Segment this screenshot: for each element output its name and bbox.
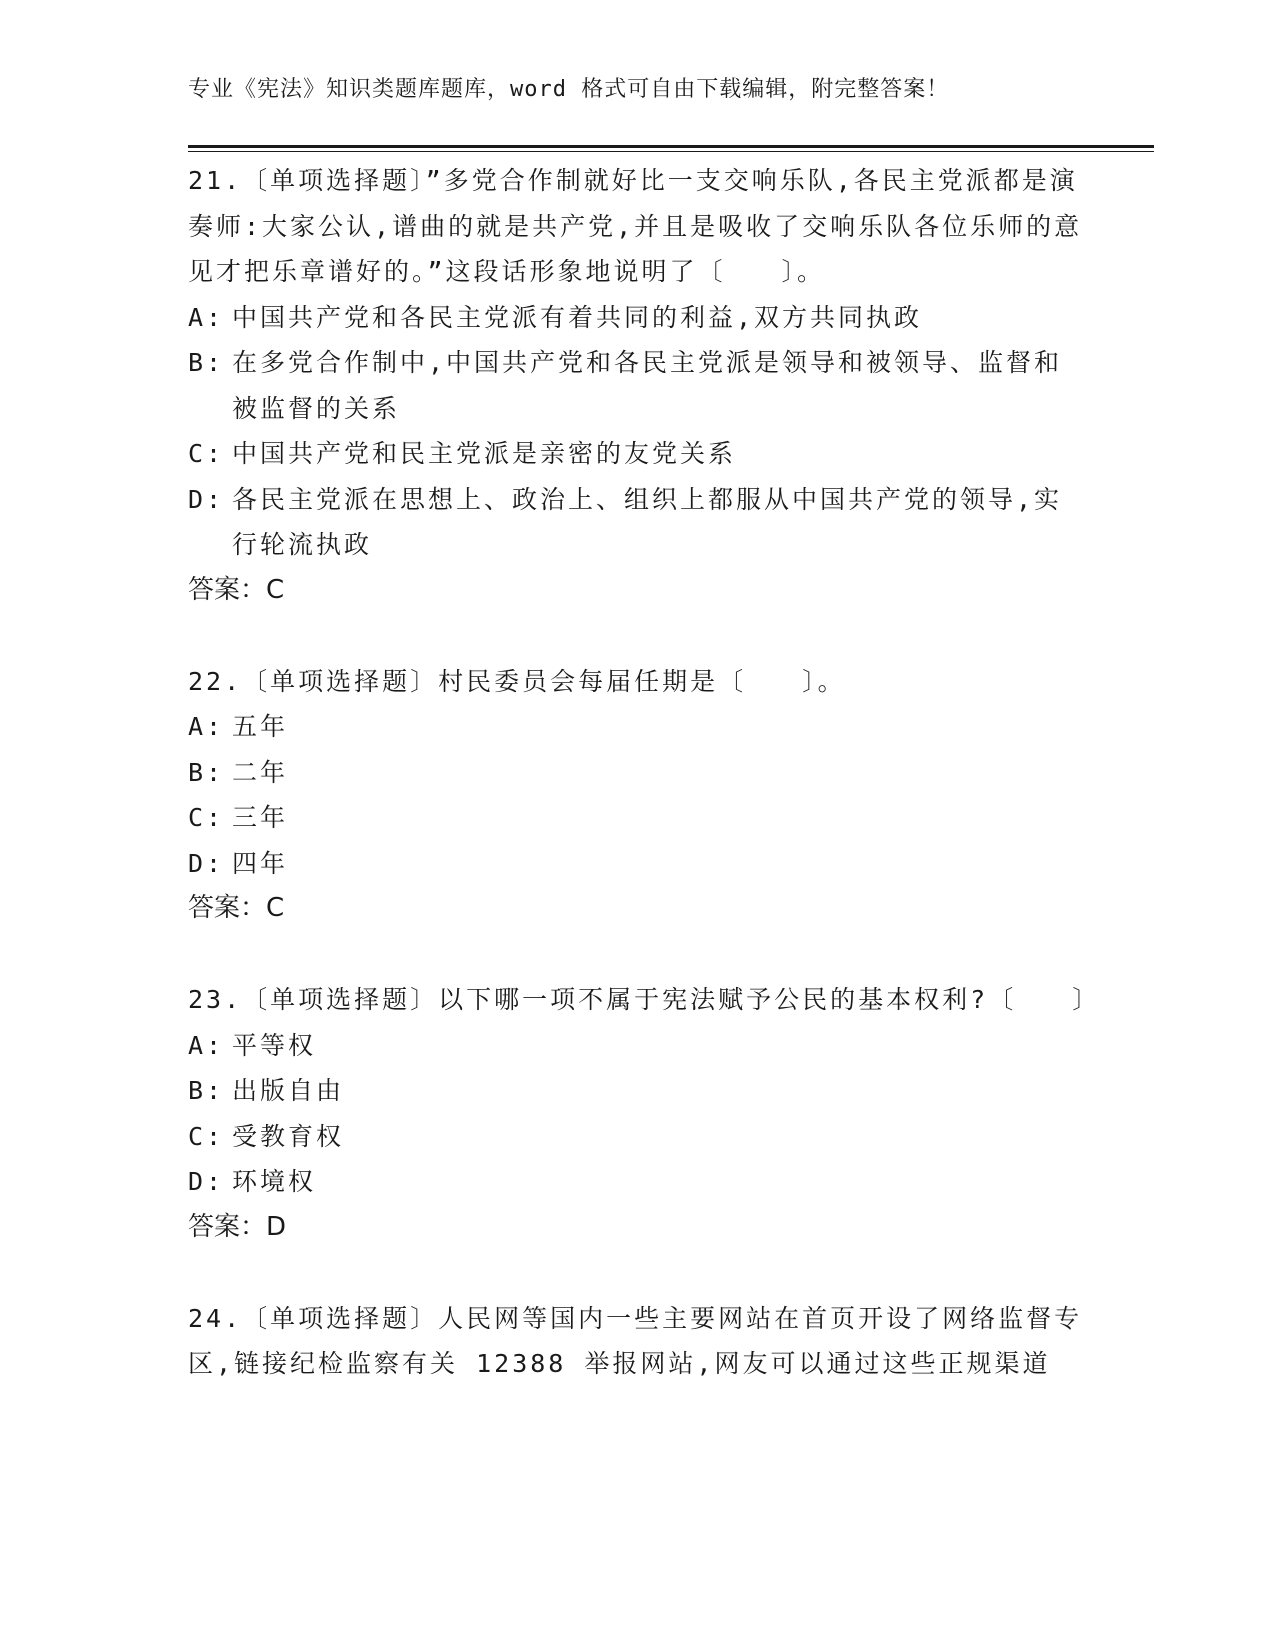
header-rule-thin	[188, 151, 1154, 152]
option-key: B:	[188, 348, 225, 377]
option-key: A:	[188, 302, 225, 332]
option-key: A:	[188, 1030, 225, 1060]
option-key: B:	[188, 757, 225, 787]
option-key: C:	[188, 803, 225, 832]
header-rule-thick	[188, 145, 1154, 148]
question-24	[188, 1296, 1088, 1387]
option-key: C:	[188, 1121, 225, 1151]
option-c	[188, 1114, 1088, 1160]
option-key: B:	[188, 1076, 225, 1105]
question-21	[188, 158, 1088, 659]
option-c	[188, 431, 1088, 477]
option-list	[188, 704, 1088, 886]
option-a	[188, 704, 1088, 750]
option-text: 四年	[232, 848, 289, 878]
question-spacer	[188, 613, 1088, 659]
option-key: A:	[188, 712, 225, 741]
option-text: 二年	[232, 757, 289, 787]
option-text: 平等权	[232, 1030, 317, 1060]
question-spacer	[188, 1250, 1088, 1296]
option-text: 三年	[232, 803, 289, 832]
option-list	[188, 295, 1088, 568]
option-key: D:	[188, 848, 225, 878]
option-text: 环境权	[232, 1167, 317, 1196]
option-key: D:	[188, 1167, 225, 1196]
option-key: C:	[188, 439, 225, 468]
question-stem: 23.〔单项选择题〕以下哪一项不属于宪法赋予公民的基本权利?〔 〕	[188, 985, 1101, 1014]
question-stem: 24.〔单项选择题〕人民网等国内一些主要网站在首页开设了网络监督专区,链接纪检监察有关 12388 举报网站,网友可以通过这些正规渠道	[188, 1303, 1083, 1378]
question-list	[188, 158, 1101, 1387]
question-stem: 22.〔单项选择题〕村民委员会每届任期是〔 〕。	[188, 666, 846, 696]
question-stem: 21.〔单项选择题〕”多党合作制就好比一支交响乐队,各民主党派都是演奏师:大家公认,谱曲的就是共产党,并且是吸收了交响乐队各位乐师的意见才把乐章谱好的。”这段话形象地说明了〔 〕。	[188, 166, 1083, 286]
option-text: 中国共产党和民主党派是亲密的友党关系	[232, 439, 737, 468]
option-c	[188, 795, 1088, 841]
question-spacer	[188, 932, 1088, 978]
option-list	[188, 1023, 1088, 1205]
answer: 答案：C	[188, 574, 285, 605]
option-b	[188, 750, 1088, 796]
option-text: 受教育权	[232, 1121, 345, 1151]
option-text: 中国共产党和各民主党派有着共同的利益,双方共同执政	[232, 302, 923, 332]
option-key: D:	[188, 484, 225, 514]
option-text: 五年	[232, 712, 289, 741]
option-d	[188, 477, 1088, 568]
option-d	[188, 841, 1088, 887]
answer: 答案：C	[188, 893, 285, 923]
option-text: 出版自由	[232, 1076, 345, 1105]
option-text: 在多党合作制中,中国共产党和各民主党派是领导和被领导、监督和被监督的关系	[232, 348, 1063, 423]
question-23	[188, 977, 1101, 1296]
option-d	[188, 1159, 1088, 1205]
question-22	[188, 659, 1088, 978]
answer: 答案：D	[188, 1211, 287, 1242]
option-b	[188, 340, 1088, 431]
option-b	[188, 1068, 1088, 1114]
option-a	[188, 1023, 1088, 1069]
option-a	[188, 295, 1088, 341]
page-header: 专业《宪法》知识类题库题库，word 格式可自由下载编辑，附完整答案！	[188, 77, 950, 102]
option-text: 各民主党派在思想上、政治上、组织上都服从中国共产党的领导,实行轮流执政	[232, 484, 1063, 559]
